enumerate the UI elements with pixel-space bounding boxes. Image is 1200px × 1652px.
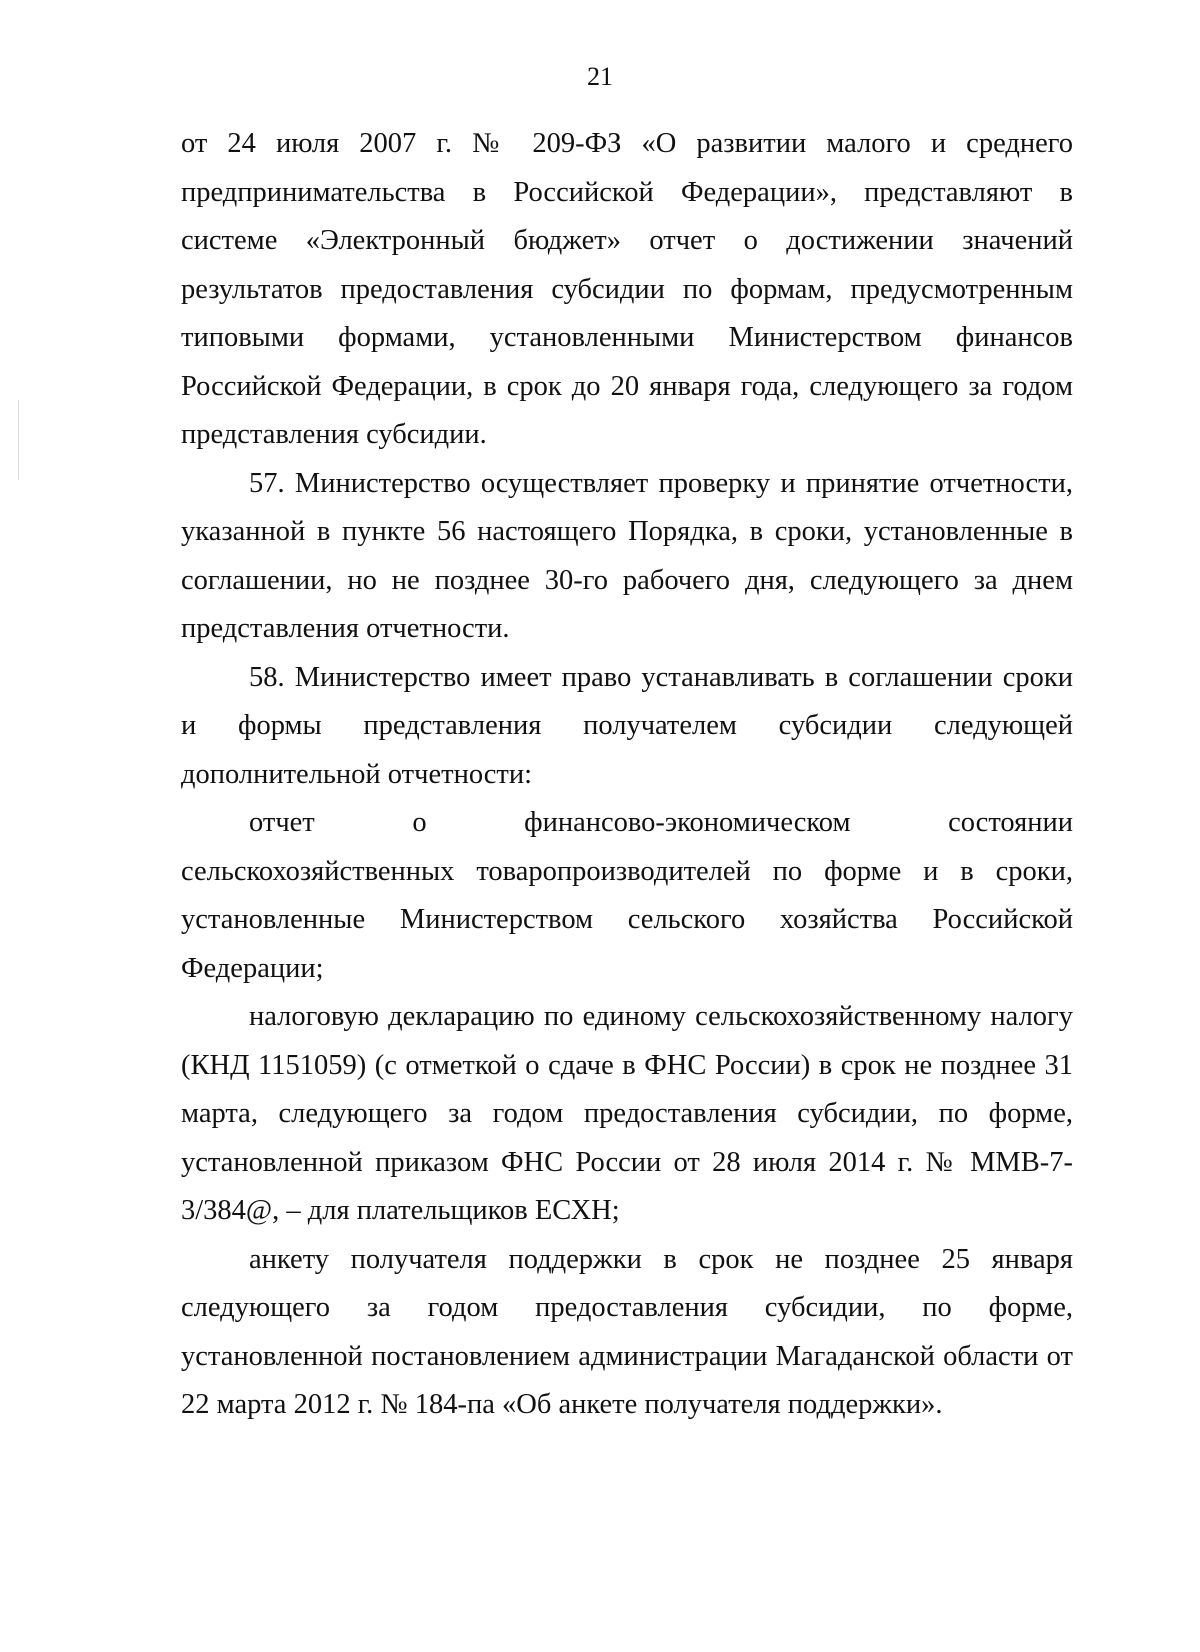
list-item-report-rest: сельскохозяйственных товаропроизводителей по форме и в сроки, установленные Министерством сельского хозяйства Российской Федерации; (181, 855, 1073, 984)
list-item-report-first-line: отчет о финансово-экономическом состоянии (249, 807, 1073, 838)
page-number: 21 (587, 62, 613, 91)
list-item-support-survey: анкету получателя поддержки в срок не позднее 25 января следующего за годом предоставления субсидии, по форме, установленной постановлением администрации Магаданской области от 22 марта 2012 г. № 184-па «Об анкете получателя поддержки». (181, 1243, 1073, 1420)
list-item-tax-declaration: налоговую декларацию по единому сельскохозяйственному налогу (КНД 1151059) (с отметкой о сдаче в ФНС России) в срок не позднее 31 марта, следующего за годом предоставления субсидии, по форме, установленной приказом ФНС России от 28 июля 2014 г. № ММВ-7-3/384@, – для плательщиков ЕСХН; (181, 1001, 1073, 1226)
paragraph-57: 57. Министерство осуществляет проверку и принятие отчетности, указанной в пункте 56 настоящего Порядка, в сроки, установленные в соглашении, но не позднее 30-го рабочего дня, следующего за днем представления отчетности. (181, 467, 1073, 644)
document-body (181, 120, 1073, 1430)
paragraph-58-intro: 58. Министерство имеет право устанавливать в соглашении сроки и формы представления получателем субсидии следующей дополнительной отчетности: (181, 661, 1073, 790)
scan-edge-mark (18, 400, 19, 480)
paragraph-56-continuation: от 24 июля 2007 г. № 209-ФЗ «О развитии малого и среднего предпринимательства в Российской Федерации», представляют в системе «Электронный бюджет» отчет о достижении значений результатов предоставления субсидии по формам, предусмотренным типовыми формами, установленными Министерством финансов Российской Федерации, в срок до 20 января года, следующего за годом представления субсидии. (181, 128, 1073, 450)
